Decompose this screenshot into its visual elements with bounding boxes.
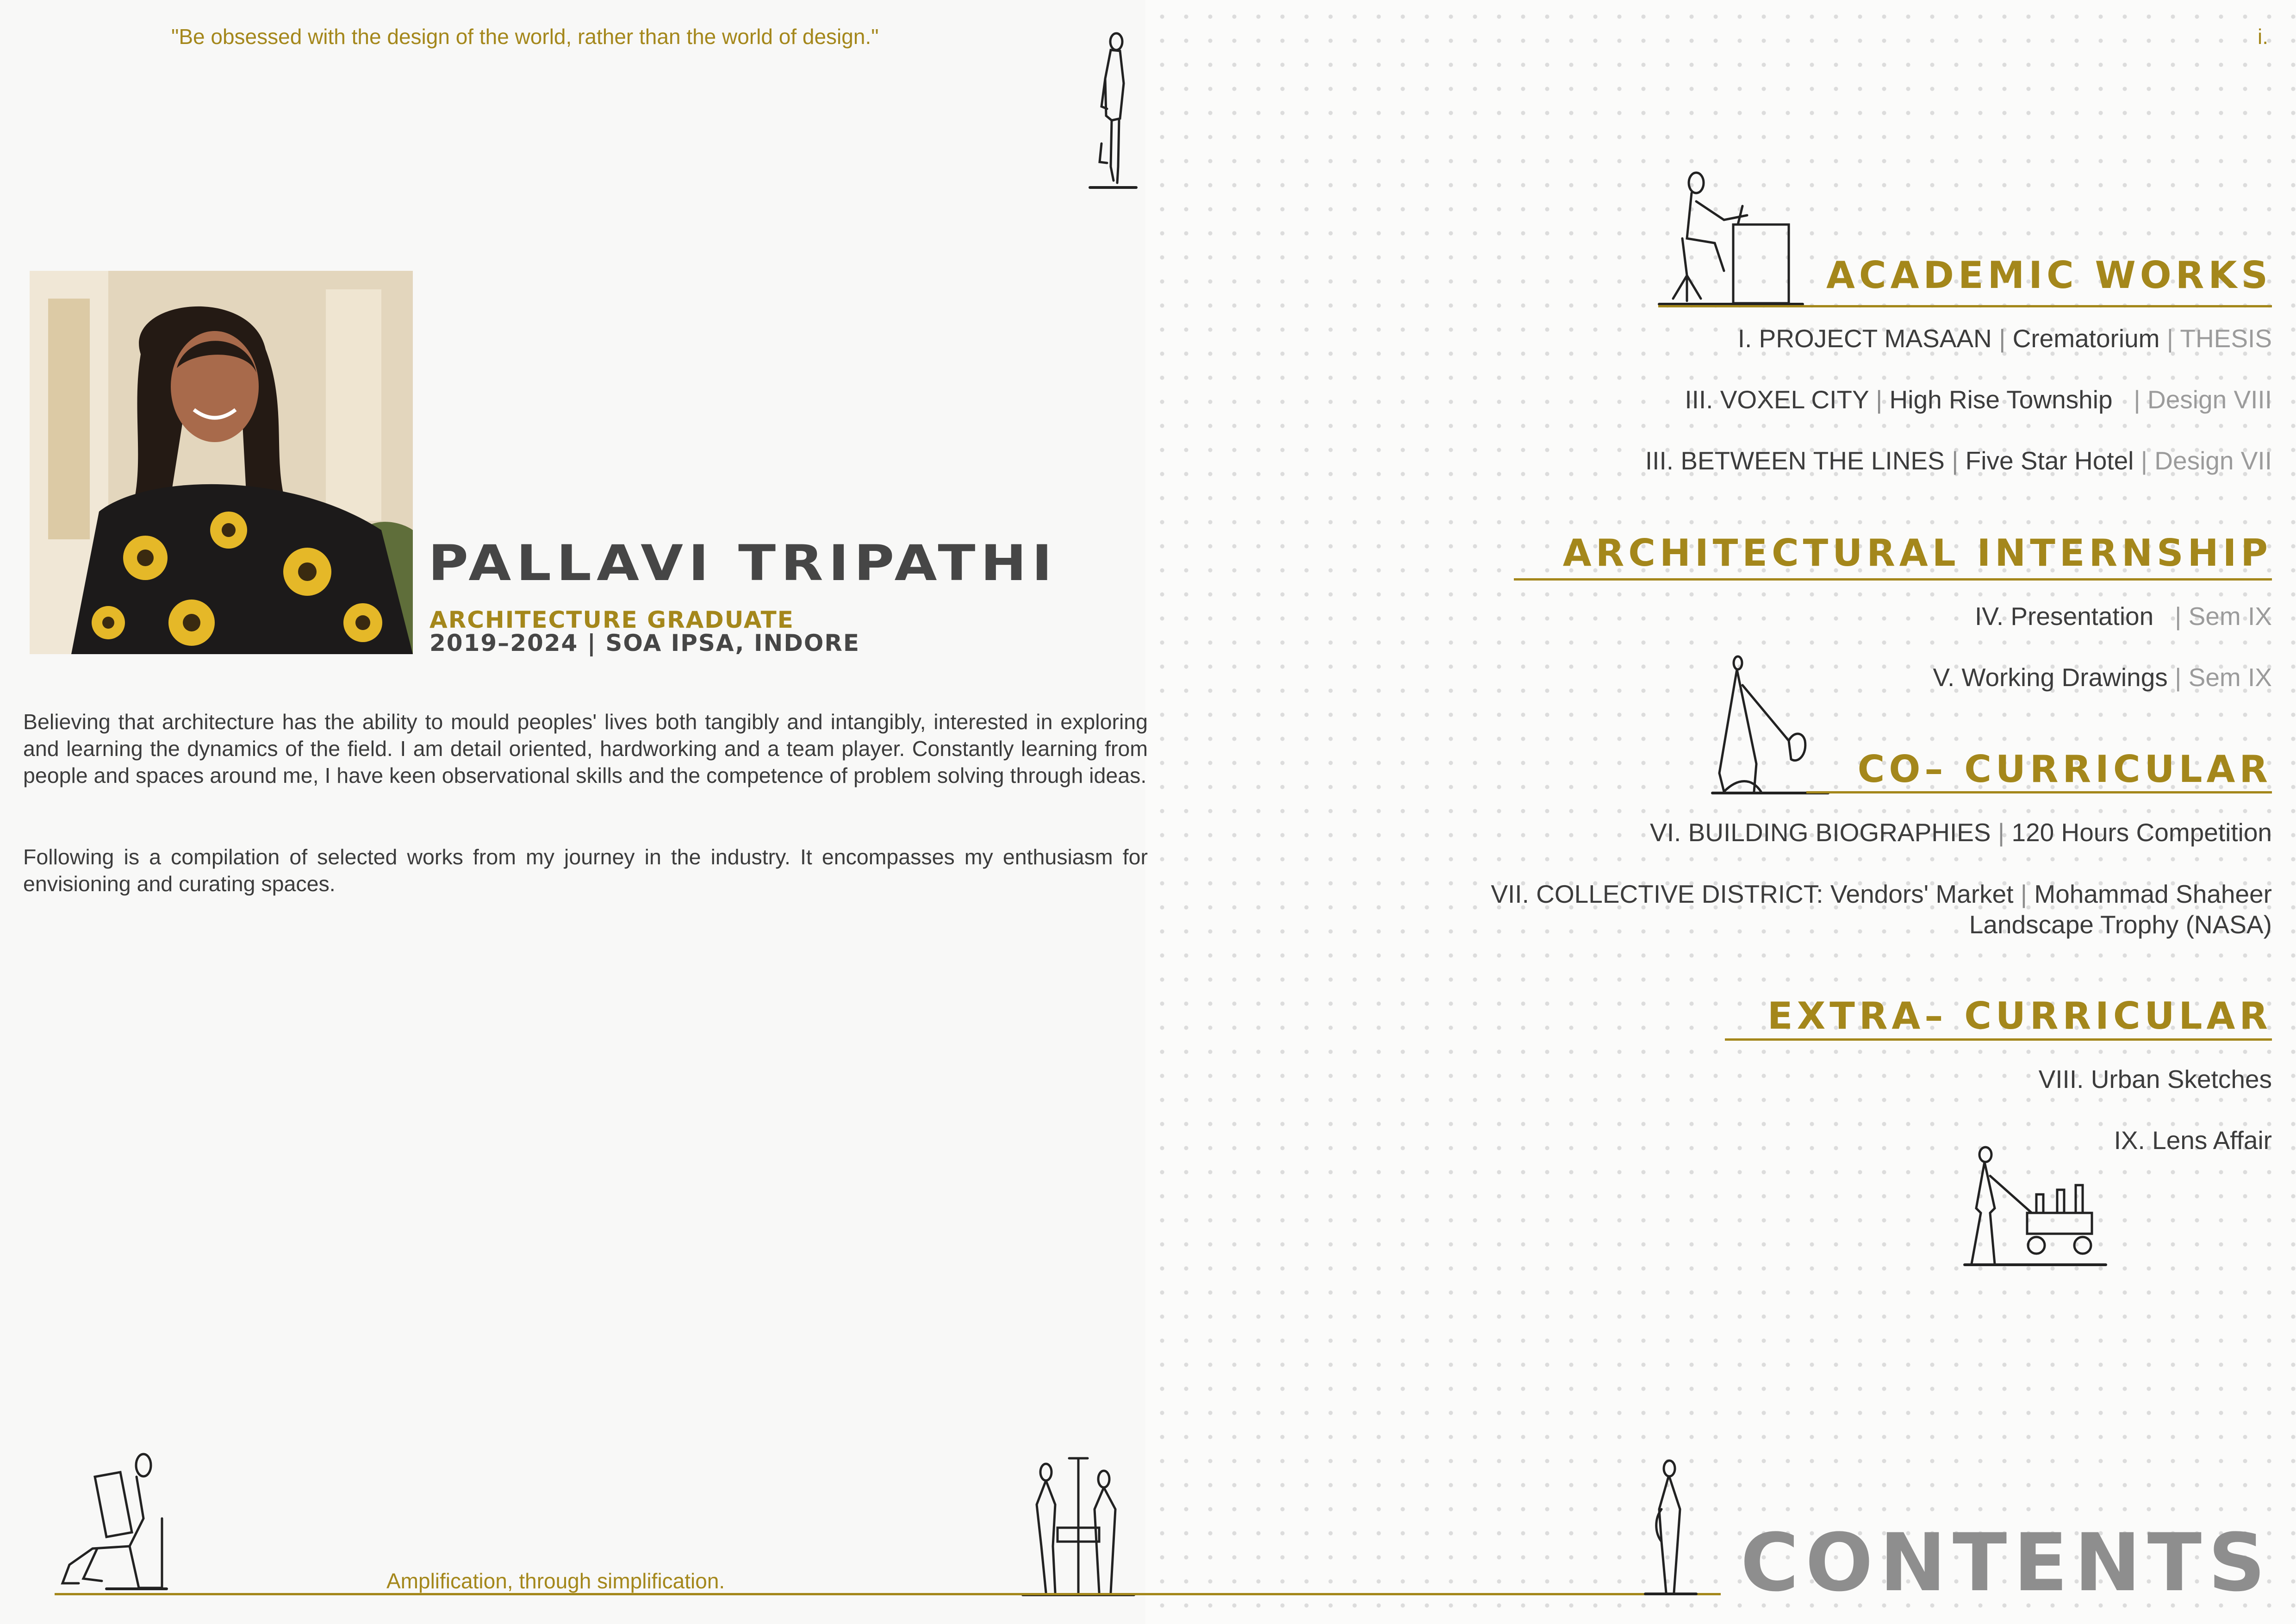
bottom-rule — [55, 1593, 1721, 1595]
seated-desk-sketch-icon — [1655, 169, 1807, 308]
contents-entry[interactable]: VIII. Urban Sketches — [2038, 1065, 2272, 1093]
vendor-cart-sketch-icon — [1962, 1143, 2110, 1271]
contents-entry[interactable]: VI. BUILDING BIOGRAPHIES | 120 Hours Competition — [1650, 818, 2272, 847]
contents-entry[interactable]: IX. Lens Affair — [2114, 1126, 2272, 1155]
contents-entry[interactable]: I. PROJECT MASAAN | Crematorium | THESIS — [1737, 324, 2272, 353]
person-name: PALLAVI TRIPATHI — [428, 535, 1058, 592]
contents-entry[interactable]: III. VOXEL CITY | High Rise Township | Design VIII — [1685, 385, 2272, 414]
contents-entry-continuation: Landscape Trophy (NASA) — [1969, 910, 2272, 939]
contents-entry[interactable]: VII. COLLECTIVE DISTRICT: Vendors' Market | Mohammad Shaheer — [1491, 880, 2272, 908]
contents-entry[interactable]: IV. Presentation | Sem IX — [1974, 602, 2272, 631]
section-heading-academic: ACADEMIC WORKS — [1826, 254, 2272, 297]
education-line: 2019–2024 | SOA IPSA, INDORE — [429, 630, 860, 656]
tagline: Amplification, through simplification. — [386, 1569, 725, 1593]
quote: "Be obsessed with the design of the world, rather than the world of design." — [171, 25, 879, 49]
section-heading-internship: ARCHITECTURAL INTERNSHIP — [1562, 531, 2272, 575]
standing-person-sketch-icon — [1083, 28, 1143, 194]
section-underline — [1725, 1038, 2272, 1041]
person-with-dog-sketch-icon — [1710, 653, 1830, 796]
section-underline — [1514, 578, 2272, 581]
contents-entry[interactable]: III. BETWEEN THE LINES | Five Star Hotel | Design VII — [1645, 446, 2272, 475]
page-number: i. — [2258, 25, 2268, 49]
seated-person-sketch-icon — [51, 1449, 171, 1597]
role-title: ARCHITECTURE GRADUATE — [429, 606, 794, 633]
contents-title: CONTENTS — [1740, 1516, 2272, 1609]
contents-entry[interactable]: V. Working Drawings | Sem IX — [1933, 663, 2272, 692]
bio-paragraph-1: Believing that architecture has the ability to mould peoples' lives both tangibly and intangibly, interested in exploring and learning the dynamics of the field. I am detail oriented, hardworking and a team player. Constantly learning from people and spaces around me, I have keen observational skills and the competence of problem solving through ideas. — [23, 710, 1148, 787]
bio-paragraph-2: Following is a compilation of selected works from my journey in the industry. It encompasses my enthusiasm for envisioning and curating spaces. — [23, 845, 1148, 896]
section-underline — [1806, 791, 2272, 793]
section-underline — [1658, 305, 2272, 307]
section-heading-extra-curricular: EXTRA– CURRICULAR — [1767, 994, 2272, 1037]
section-heading-co-curricular: CO– CURRICULAR — [1857, 748, 2272, 791]
standing-figure-sketch-icon — [1641, 1458, 1701, 1597]
profile-photo — [30, 271, 413, 654]
two-people-table-sketch-icon — [1018, 1454, 1139, 1597]
